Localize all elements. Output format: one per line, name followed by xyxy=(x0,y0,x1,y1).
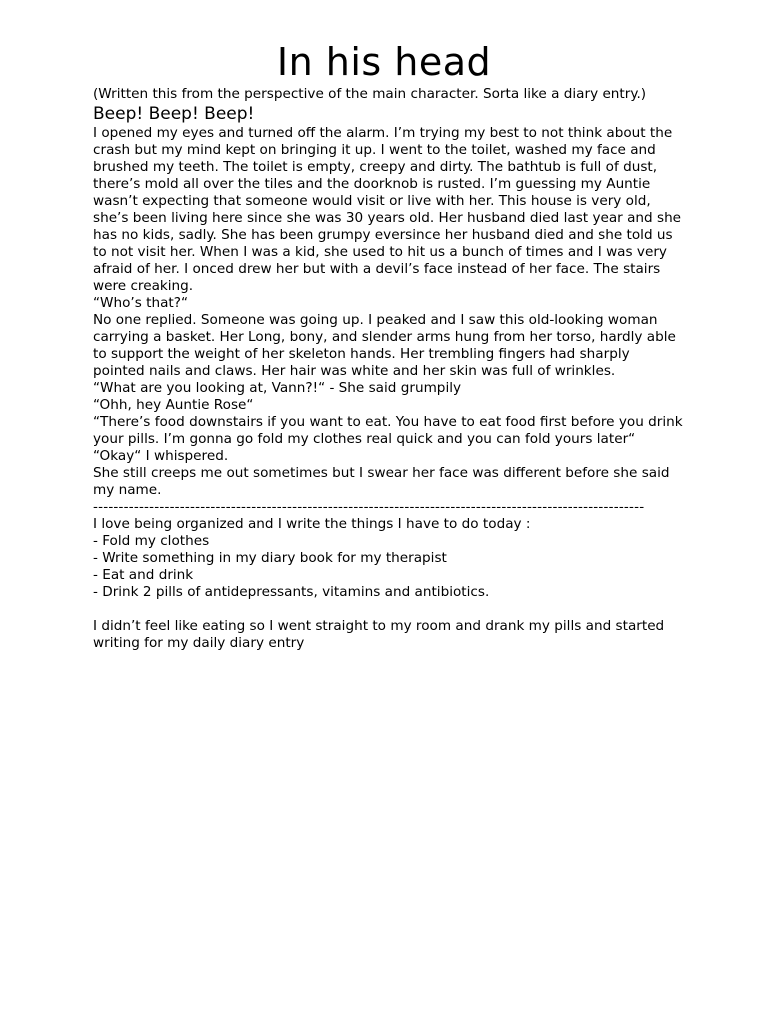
dialogue-line: “There’s food downstairs if you want to eat. You have to eat food first before you drink your pills. I’m gonna go fold my clothes real quick and you can fold yours later“ xyxy=(93,414,683,447)
todo-item: - Eat and drink xyxy=(93,567,194,583)
todo-item: - Write something in my diary book for my therapist xyxy=(93,550,447,566)
dialogue-line: “Ohh, hey Auntie Rose“ xyxy=(93,397,254,413)
intro-line: I love being organized and I write the things I have to do today : xyxy=(93,516,531,532)
closing-paragraph: I didn’t feel like eating so I went straight to my room and drank my pills and started writing for my daily diary entry xyxy=(93,618,665,651)
subtitle-note: (Written this from the perspective of the main character. Sorta like a diary entry.) xyxy=(93,86,647,102)
todo-item: - Fold my clothes xyxy=(93,533,210,549)
paragraph: She still creeps me out sometimes but I swear her face was different before she said my name. xyxy=(93,465,670,498)
document-body xyxy=(93,86,683,652)
dialogue-line: “What are you looking at, Vann?!“ - She said grumpily xyxy=(93,380,462,396)
section-heading: Beep! Beep! Beep! xyxy=(93,104,255,124)
paragraph: No one replied. Someone was going up. I peaked and I saw this old-looking woman carrying a basket. Her Long, bony, and slender arms hung from her torso, hardly able to support the weight of her skeleton hands. Her trembling fingers had sharply pointed nails and claws. Her hair was white and her skin was full of wrinkles. xyxy=(93,312,676,379)
dialogue-line: “Okay“ I whispered. xyxy=(93,448,229,464)
dialogue-line: “Who’s that?“ xyxy=(93,295,189,311)
todo-list xyxy=(93,533,683,601)
page-title: In his head xyxy=(276,40,492,84)
paragraph: I opened my eyes and turned off the alarm. I’m trying my best to not think about the crash but my mind kept on bringing it up. I went to the toilet, washed my face and brushed my teeth. The toilet is empty, creepy and dirty. The bathtub is full of dust, there’s mold all over the tiles and the doorknob is rusted. I’m guessing my Auntie wasn’t expecting that someone would visit or live with her. This house is very old, she’s been living here since she was 30 years old. Her husband died last year and she has no kids, sadly. She has been grumpy eversince her husband died and she told us to not visit her. When I was a kid, she used to hit us a bunch of times and I was very afraid of her. I onced drew her but with a devil’s face instead of her face. The stairs were creaking. xyxy=(93,125,682,294)
todo-item: - Drink 2 pills of antidepressants, vitamins and antibiotics. xyxy=(93,584,490,600)
section-divider: ------------------------------------------------------------------------------------------------------------ xyxy=(93,499,645,515)
